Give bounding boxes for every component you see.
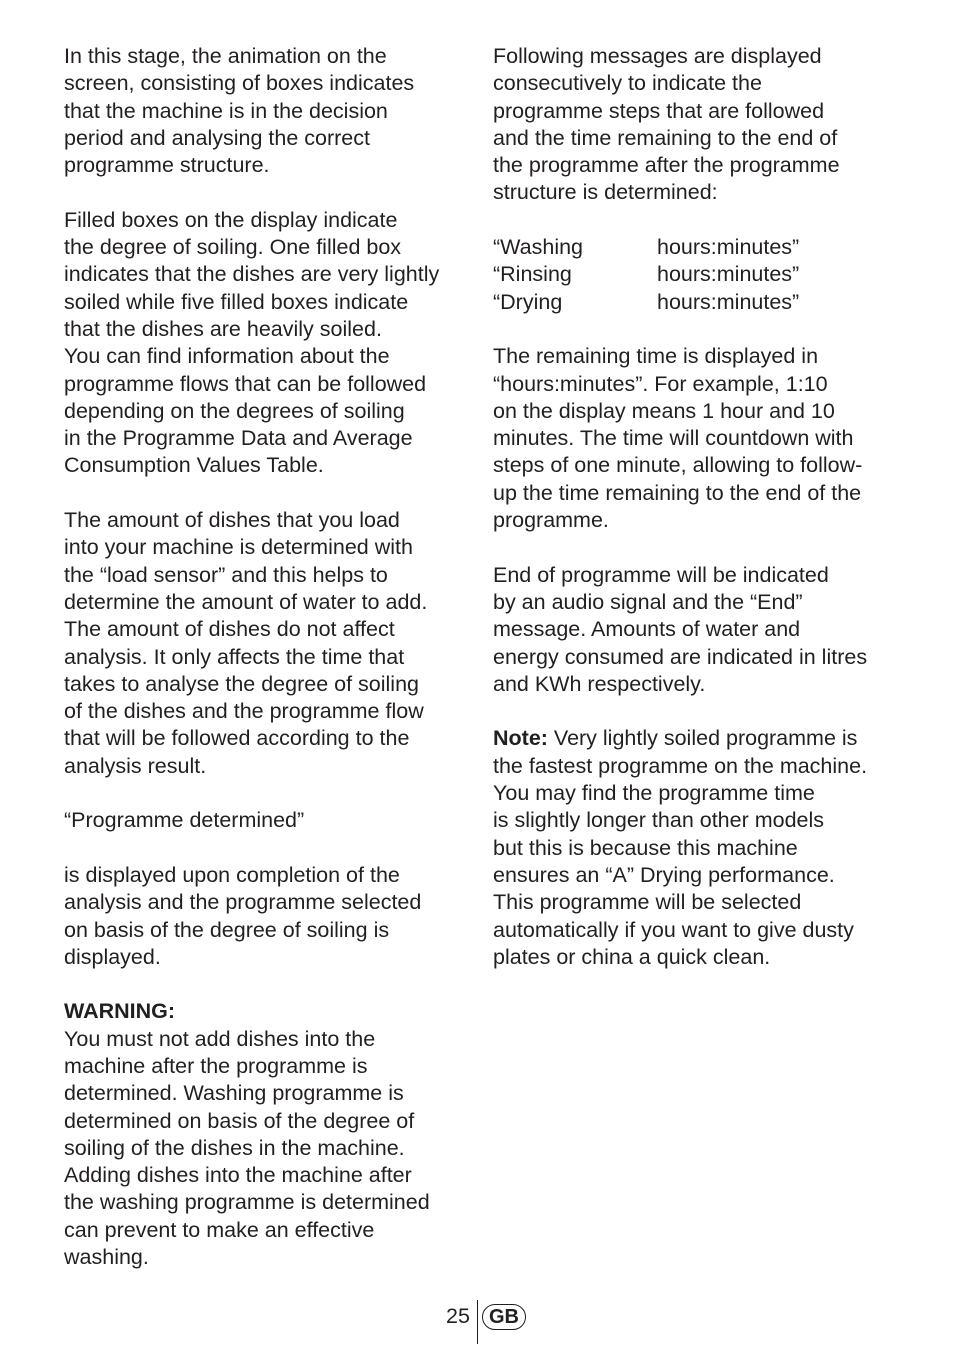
paragraph-load-sensor: The amount of dishes that you load into your machine is determined with the “load sensor” and this helps to determine the amount of water to add. The amount of dishes do not affect analysis. It only affects the time that takes to analyse the degree of soiling of the dishes and the programme flow that will be followed according to the analysis result.: [64, 508, 428, 778]
message-time: hours:minutes”: [657, 235, 800, 260]
note-label: Note:: [493, 726, 548, 751]
message-row: [493, 234, 893, 261]
paragraph-displayed-on-completion: is displayed upon completion of the analysis and the programme selected on basis of the degree of soiling is displayed.: [64, 862, 422, 969]
paragraph-animation: In this stage, the animation on the screen, consisting of boxes indicates that the machine is in the decision period and analysing the correct programme structure.: [64, 44, 415, 178]
note-block: Note: Very lightly soiled programme is the fastest programme on the machine. You may find the programme time is slightly longer than other models but this is because this machine ensures an “A” Drying performance. This programme will be selected automatically if you want to give dusty plates or china a quick clean.: [493, 726, 868, 969]
message-step: “Rinsing: [493, 262, 572, 287]
left-column: [64, 43, 464, 1299]
message-step: “Drying: [493, 289, 563, 314]
message-step: “Washing: [493, 235, 584, 260]
programme-step-messages: [493, 234, 893, 316]
right-column: [493, 43, 893, 998]
page-footer: [0, 1300, 954, 1344]
message-row: [493, 289, 893, 316]
message-time: hours:minutes”: [657, 262, 800, 287]
paragraph-remaining-time: The remaining time is displayed in “hours:minutes”. For example, 1:10 on the display means 1 hour and 10 minutes. The time will countdown with steps of one minute, allowing to follow- up the time remaining to the end of the programme.: [493, 344, 863, 533]
paragraph-programme-determined-message: “Programme determined”: [64, 808, 305, 833]
message-row: [493, 261, 893, 288]
warning-block: WARNING: You must not add dishes into the machine after the programme is determined. Washing programme is determined on basis of the degree of soiling of the dishes in the machine. Adding dishes into the machine after the washing programme is determined can prevent to make an effective washing.: [64, 998, 464, 1271]
warning-heading: WARNING:: [64, 999, 176, 1024]
footer-divider: [477, 1300, 478, 1344]
paragraph-soiling-boxes: Filled boxes on the display indicate the degree of soiling. One filled box indicates that the dishes are very lightly soiled while five filled boxes indicate that the dishes are heavily soiled. You can find information about the programme flows that can be followed depending on the degrees of soiling in the Programme Data and Average Consumption Values Table.: [64, 207, 440, 478]
paragraph-end-of-programme: End of programme will be indicated by an audio signal and the “End” message. Amounts of water and energy consumed are indicated in litres and KWh respectively.: [493, 562, 868, 696]
language-badge: GB: [482, 1304, 526, 1330]
paragraph-following-messages: Following messages are displayed consecutively to indicate the programme steps that are followed and the time remaining to the end of the programme after the programme structure is determined:: [493, 44, 840, 205]
page-number: 25: [446, 1304, 470, 1328]
message-time: hours:minutes”: [657, 289, 800, 314]
